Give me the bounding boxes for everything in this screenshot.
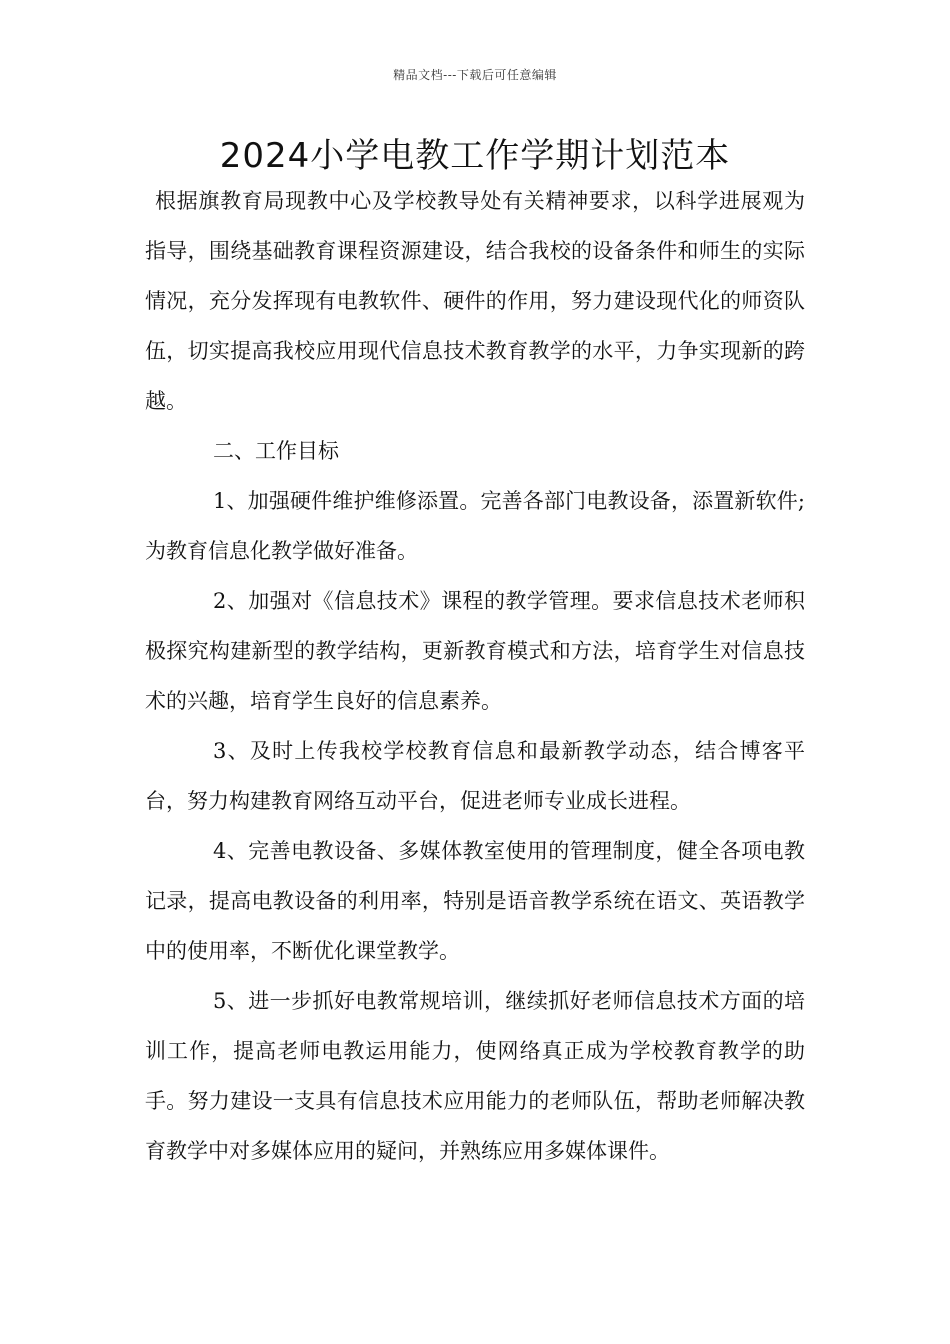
page-title: 2024小学电教工作学期计划范本 [219,136,731,176]
header-note: 精品文档---下载后可任意编辑 [393,68,557,82]
document-body [145,176,805,1176]
goal-item-5: 5、进一步抓好电教常规培训，继续抓好老师信息技术方面的培训工作，提高老师电教运用能力，使网络真正成为学校教育教学的助手。努力建设一支具有信息技术应用能力的老师队伍，帮助老师解决教育教学中对多媒体应用的疑问，并熟练应用多媒体课件。 [145,989,805,1163]
section-heading-goals: 二、工作目标 [213,439,339,463]
intro-paragraph: 根据旗教育局现教中心及学校教导处有关精神要求，以科学进展观为指导，围绕基础教育课程资源建设，结合我校的设备条件和师生的实际情况，充分发挥现有电教软件、硬件的作用，努力建设现代化的师资队伍，切实提高我校应用现代信息技术教育教学的水平，力争实现新的跨越。 [145,189,805,413]
goal-item-1: 1、加强硬件维护维修添置。完善各部门电教设备，添置新软件;为教育信息化教学做好准备。 [145,489,805,563]
goal-item-3: 3、及时上传我校学校教育信息和最新教学动态，结合博客平台，努力构建教育网络互动平台，促进老师专业成长进程。 [145,739,805,813]
goal-item-4: 4、完善电教设备、多媒体教室使用的管理制度，健全各项电教记录，提高电教设备的利用率，特别是语音教学系统在语文、英语教学中的使用率，不断优化课堂教学。 [145,839,805,963]
goal-item-2: 2、加强对《信息技术》课程的教学管理。要求信息技术老师积极探究构建新型的教学结构，更新教育模式和方法，培育学生对信息技术的兴趣，培育学生良好的信息素养。 [145,589,805,713]
